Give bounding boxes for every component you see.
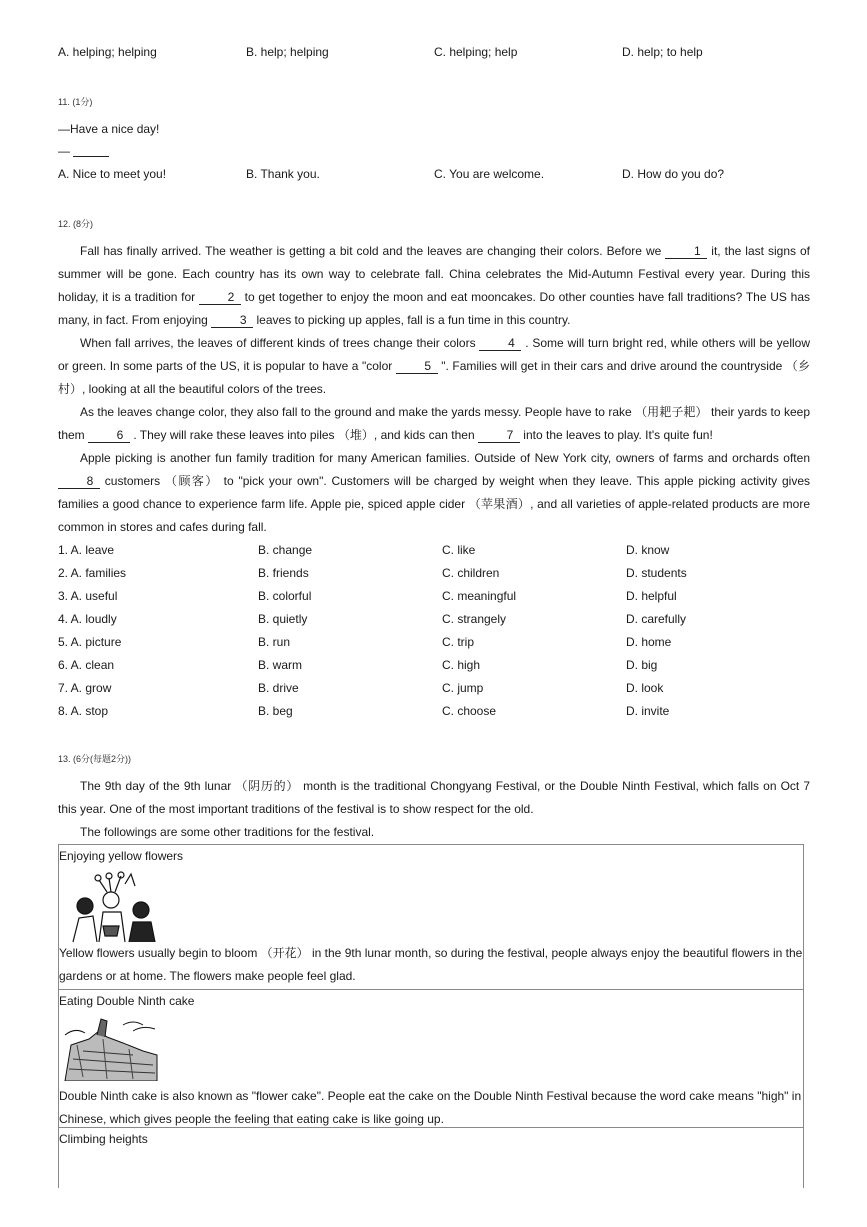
yellow-flowers-image xyxy=(63,870,159,942)
traditions-table xyxy=(58,844,804,1188)
option-row: 6. A. clean B. warm C. high D. big xyxy=(58,658,658,672)
blank-2: 2 xyxy=(199,291,241,305)
option-row: 4. A. loudly B. quietly C. strangely D. carefully xyxy=(58,612,687,626)
q13-passage xyxy=(58,775,810,844)
double-ninth-cake-image xyxy=(63,1015,159,1081)
q10-option-b: B. help; helping xyxy=(246,45,329,59)
blank-8: 8 xyxy=(58,475,100,489)
option-row: 8. A. stop B. beg C. choose D. invite xyxy=(58,704,670,718)
q12-paragraph-2: When fall arrives, the leaves of different kinds of trees change their colors 4 . Some will turn bright red, while others will be yellow or green. In some parts of the US, it is popular to have a "color 5 ". Families will get in their cars and drive around the countryside （乡村）, looking at all the beautiful colors of the trees. xyxy=(58,336,811,396)
blank-5: 5 xyxy=(396,360,438,374)
option-row: 5. A. picture B. run C. trip D. home xyxy=(58,635,672,649)
option-row: 7. A. grow B. drive C. jump D. look xyxy=(58,681,664,695)
q12-paragraph-1: Fall has finally arrived. The weather is getting a bit cold and the leaves are changing their colors. Before we 1 it, the last signs of summer will be gone. Each country has its own way to celebrate fall. China celebrates the Mid-Autumn Festival every year. During this holiday, it is a tradition for 2 to get together to enjoy the moon and eat mooncakes. Do other counties have fall traditions? The US has many, in fact. From enjoying 3 leaves to picking up apples, fall is a fun time in this country. xyxy=(58,244,810,327)
cell-title: Climbing heights xyxy=(59,1132,148,1146)
option-row: 1. A. leave B. change C. like D. know xyxy=(58,543,670,557)
option-row: 2. A. families B. friends C. children D. students xyxy=(58,566,687,580)
q11-dash: — xyxy=(58,144,74,158)
q12-options-grid xyxy=(58,540,818,724)
q11-line1: —Have a nice day! xyxy=(58,122,160,136)
q11-option-b: B. Thank you. xyxy=(246,167,320,181)
table-cell xyxy=(59,845,803,990)
cell-title: Enjoying yellow flowers xyxy=(59,849,184,863)
q13-number: 13. (6分(每题2分)) xyxy=(58,754,132,764)
q11-blank xyxy=(73,144,109,157)
q13-paragraph-1: The 9th day of the 9th lunar （阴历的） month is the traditional Chongyang Festival, or the Double Ninth Festival, which falls on Oct 7 this year. One of the most important traditions of the festival is to show respect for the old. xyxy=(58,779,810,816)
q13-paragraph-2: The followings are some other traditions for the festival. xyxy=(80,825,375,839)
blank-4: 4 xyxy=(479,337,521,351)
q11-option-a: A. Nice to meet you! xyxy=(58,167,167,181)
blank-3: 3 xyxy=(211,314,253,328)
blank-6: 6 xyxy=(88,429,130,443)
cell-title: Eating Double Ninth cake xyxy=(59,994,195,1008)
q12-paragraph-3: As the leaves change color, they also fall to the ground and make the yards messy. People have to rake （用耙子耙） their yards to keep them 6 . They will rake these leaves into piles （堆）, and kids can then 7 into the leaves to play. It's quite fun! xyxy=(58,405,810,442)
blank-7: 7 xyxy=(478,429,520,443)
q10-option-c: C. helping; help xyxy=(434,45,518,59)
blank-1: 1 xyxy=(665,245,707,259)
q11-option-c: C. You are welcome. xyxy=(434,167,545,181)
q12-passage xyxy=(58,240,810,539)
q12-paragraph-4: Apple picking is another fun family tradition for many American families. Outside of New York city, owners of farms and orchards often 8 customers （顾客） to "pick your own". Customers will be charged by weight when they leave. This apple picking activity gives families a good chance to experience farm life. Apple pie, spiced apple cider （苹果酒）, and all varieties of apple-related products are more common in stores and cafes during fall. xyxy=(58,451,810,534)
q10-option-a: A. helping; helping xyxy=(58,45,157,59)
cell-text: Yellow flowers usually begin to bloom （开花） in the 9th lunar month, so during the festival, people always enjoy the beautiful flowers in the gardens or at home. The flowers make people feel glad. xyxy=(59,946,803,983)
table-cell xyxy=(59,1128,803,1188)
cell-text: Double Ninth cake is also known as "flower cake". People eat the cake on the Double Ninth Festival because the word cake means "high" in Chinese, which gives people the feeling that eating cake is like going up. xyxy=(59,1089,802,1126)
q10-options xyxy=(58,45,758,65)
q11-option-d: D. How do you do? xyxy=(622,167,725,181)
table-cell xyxy=(59,990,803,1128)
q10-option-d: D. help; to help xyxy=(622,45,703,59)
option-row: 3. A. useful B. colorful C. meaningful D. helpful xyxy=(58,589,677,603)
q11-number: 11. (1分) xyxy=(58,97,93,107)
q11-line2 xyxy=(58,144,109,158)
q11-options xyxy=(58,167,758,187)
q12-number: 12. (8分) xyxy=(58,219,94,229)
